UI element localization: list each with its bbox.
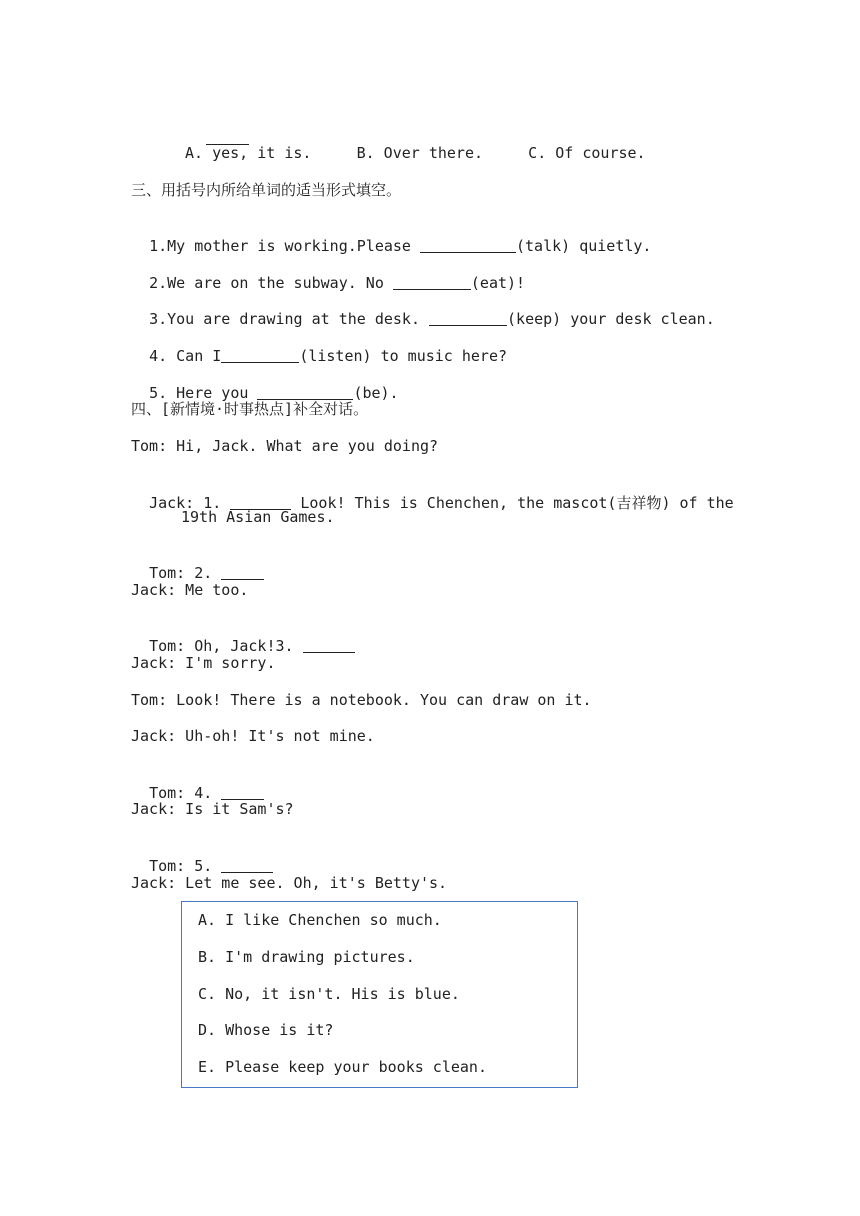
dialogue-line: Jack: Uh-oh! It's not mine.: [131, 727, 375, 745]
answer-blank[interactable]: [221, 347, 299, 363]
question-options: A. yes, it is. B. Over there. C. Of course.: [185, 144, 646, 162]
dialogue-text: Tom: 5.: [149, 857, 222, 875]
dialogue-text: Tom: 2.: [149, 564, 222, 582]
answer-blank[interactable]: [429, 310, 507, 326]
dialogue-line: Jack: Let me see. Oh, it's Betty's.: [131, 874, 448, 892]
dialogue-line: Jack: I'm sorry.: [131, 654, 276, 672]
item-text: 1.My mother is working.Please: [149, 237, 420, 255]
item-text: (be).: [353, 384, 399, 402]
dialogue-line: Tom: Look! There is a notebook. You can draw on it.: [131, 691, 592, 709]
dialogue-text: Tom: 4.: [149, 784, 222, 802]
dialogue-text: Tom: Oh, Jack!3.: [149, 637, 303, 655]
item-text: 5. Here you: [149, 384, 258, 402]
dialogue-line: Tom: Hi, Jack. What are you doing?: [131, 437, 439, 455]
item-text: (eat)!: [470, 274, 526, 292]
item-text: 2.We are on the subway. No: [149, 274, 393, 292]
option-c: C. No, it isn't. His is blue.: [198, 985, 460, 1003]
answer-blank[interactable]: [221, 857, 273, 873]
fill-item-2: [131, 253, 525, 293]
fill-item-1: [131, 216, 651, 256]
dialogue-line-continued: 19th Asian Games.: [181, 508, 335, 526]
answer-blank[interactable]: [188, 108, 249, 148]
option-a: A. I like Chenchen so much.: [198, 911, 442, 929]
dialogue-line: [131, 543, 264, 583]
dialogue-line: Jack: Me too.: [131, 581, 249, 599]
dialogue-text: Jack: 1.: [149, 494, 231, 512]
options-box: [181, 901, 578, 1088]
item-text: 3.You are drawing at the desk.: [149, 310, 430, 328]
item-text: (keep) your desk clean.: [507, 310, 715, 328]
option-e: E. Please keep your books clean.: [198, 1058, 487, 1076]
answer-blank[interactable]: [420, 237, 516, 253]
dialogue-line: [131, 616, 355, 656]
answer-blank[interactable]: [257, 384, 353, 400]
answer-blank[interactable]: [221, 784, 264, 800]
section-3-heading: 三、用括号内所给单词的适当形式填空。: [131, 181, 402, 199]
option-d: D. Whose is it?: [198, 1021, 334, 1039]
fill-item-3: [131, 289, 715, 329]
dialogue-text: Look! This is Chenchen, the mascot(吉祥物) of the: [291, 494, 734, 512]
item-text: (listen) to music here?: [299, 347, 508, 365]
item-text: 4. Can I: [149, 347, 222, 365]
answer-blank[interactable]: [221, 564, 264, 580]
answer-blank[interactable]: [393, 274, 471, 290]
dialogue-line: [131, 763, 264, 803]
dialogue-line: Jack: Is it Sam's?: [131, 800, 294, 818]
fill-item-4: [131, 326, 507, 366]
section-4-heading: 四、[新情境·时事热点]补全对话。: [131, 400, 369, 418]
dialogue-line: [131, 836, 273, 876]
item-text: (talk) quietly.: [516, 237, 652, 255]
fill-item-5: [131, 363, 399, 403]
option-b: B. I'm drawing pictures.: [198, 948, 415, 966]
answer-blank[interactable]: [303, 637, 355, 653]
